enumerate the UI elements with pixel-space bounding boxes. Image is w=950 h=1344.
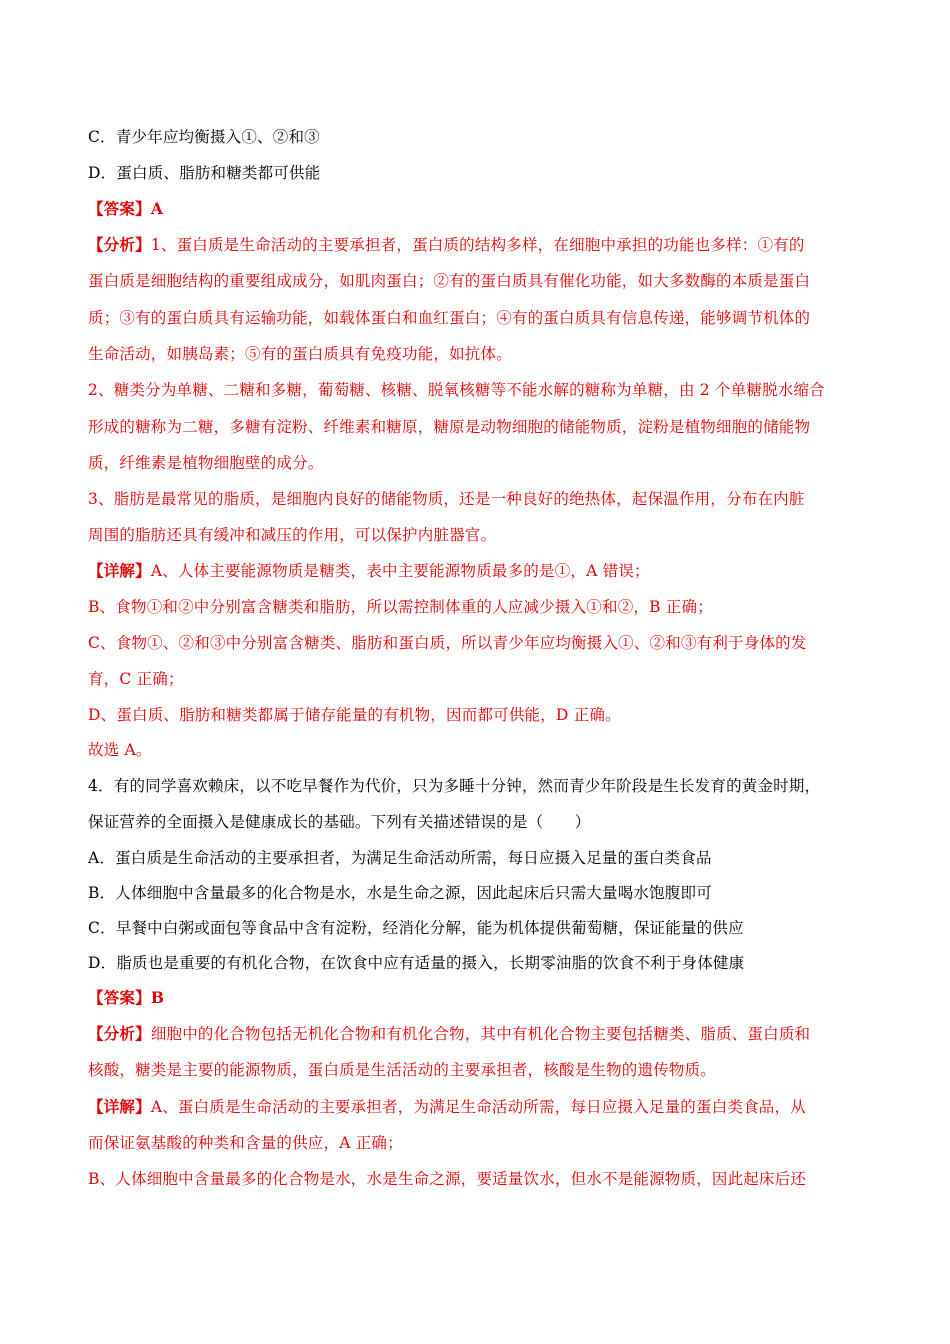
answer-tag: 【答案】 bbox=[88, 988, 151, 1007]
q4-answer bbox=[88, 988, 164, 1008]
q3-detail-line: 【详解】A、人体主要能源物质是糖类，表中主要能源物质最多的是①，A 错误； bbox=[88, 561, 650, 580]
q3-detail-line: B、食物①和②中分别富含糖类和脂肪，所以需控制体重的人应减少摄入①和②，B 正确； bbox=[88, 598, 713, 616]
q4-detail-line: 【详解】A、蛋白质是生命活动的主要承担者，为满足生命活动所需，每日应摄入足量的蛋白类食品，从 bbox=[88, 1097, 806, 1116]
analysis-tag: 【分析】 bbox=[88, 1024, 151, 1043]
q3-analysis-line: 形成的糖称为二糖，多糖有淀粉、纤维素和糖原，糖原是动物细胞的储能物质，淀粉是植物细胞的储能物 bbox=[88, 418, 811, 436]
q3-analysis-line: 蛋白质是细胞结构的重要组成成分，如肌肉蛋白；②有的蛋白质具有催化功能，如大多数酶的本质是蛋白 bbox=[88, 272, 811, 290]
q3-option-d: D．蛋白质、脂肪和糖类都可供能 bbox=[88, 164, 321, 182]
answer-value: B bbox=[150, 988, 165, 1007]
q3-detail-line: D、蛋白质、脂肪和糖类都属于储存能量的有机物，因而都可供能，D 正确。 bbox=[88, 706, 621, 724]
q3-analysis-line: 2、糖类分为单糖、二糖和多糖，葡萄糖、核糖、脱氧核糖等不能水解的糖称为单糖，由 2 个单糖脱水缩合 bbox=[88, 381, 825, 399]
q3-answer bbox=[88, 199, 163, 219]
q3-analysis-line: 生命活动，如胰岛素；⑤有的蛋白质具有免疫功能，如抗体。 bbox=[88, 345, 512, 363]
q4-stem-line: 4．有的同学喜欢赖床，以不吃早餐作为代价，只为多睡十分钟，然而青少年阶段是生长发育的黄金时期， bbox=[88, 777, 821, 795]
q3-detail-line: 育，C 正确； bbox=[88, 670, 184, 688]
detail-tag: 【详解】 bbox=[88, 561, 151, 580]
q3-analysis-line: 【分析】1、蛋白质是生命活动的主要承担者，蛋白质的结构多样，在细胞中承担的功能也多样：①有的 bbox=[88, 235, 805, 254]
q4-stem-line: 保证营养的全面摄入是健康成长的基础。下列有关描述错误的是（ ） bbox=[88, 813, 591, 831]
q3-analysis-line: 质，纤维素是植物细胞壁的成分。 bbox=[88, 454, 324, 472]
q4-detail-line: B、人体细胞中含量最多的化合物是水，水是生命之源，要适量饮水，但水不是能源物质，因此起床后还 bbox=[88, 1170, 807, 1188]
q3-detail-line: 故选 A。 bbox=[88, 741, 152, 759]
q4-analysis-line: 【分析】细胞中的化合物包括无机化合物和有机化合物，其中有机化合物主要包括糖类、脂质、蛋白质和 bbox=[88, 1024, 811, 1043]
q3-analysis-line: 3、脂肪是最常见的脂质，是细胞内良好的储能物质，还是一种良好的绝热体，起保温作用，分布在内脏 bbox=[88, 490, 805, 508]
q4-option-a: A．蛋白质是生命活动的主要承担者，为满足生命活动所需，每日应摄入足量的蛋白类食品 bbox=[88, 849, 712, 867]
q3-analysis-line: 质；③有的蛋白质具有运输功能，如载体蛋白和血红蛋白；④有的蛋白质具有信息传递，能够调节机体的 bbox=[88, 309, 811, 327]
q4-option-b: B．人体细胞中含量最多的化合物是水，水是生命之源，因此起床后只需大量喝水饱腹即可 bbox=[88, 884, 712, 902]
q4-detail-line: 而保证氨基酸的种类和含量的供应，A 正确； bbox=[88, 1134, 403, 1152]
q4-analysis-line: 核酸，糖类是主要的能源物质，蛋白质是生活活动的主要承担者，核酸是生物的遗传物质。 bbox=[88, 1061, 717, 1079]
q4-option-c: C．早餐中白粥或面包等食品中含有淀粉，经消化分解，能为机体提供葡萄糖，保证能量的供应 bbox=[88, 919, 744, 937]
q4-option-d: D．脂质也是重要的有机化合物，在饮食中应有适量的摄入，长期零油脂的饮食不利于身体健康 bbox=[88, 954, 745, 972]
analysis-tag: 【分析】 bbox=[88, 235, 151, 254]
detail-tag: 【详解】 bbox=[88, 1097, 151, 1116]
answer-value: A bbox=[150, 199, 164, 218]
q3-detail-line: C、食物①、②和③中分别富含糖类、脂肪和蛋白质，所以青少年应均衡摄入①、②和③有利于身体的发 bbox=[88, 634, 807, 652]
answer-tag: 【答案】 bbox=[88, 199, 151, 218]
q3-analysis-line: 周围的脂肪还具有缓冲和减压的作用，可以保护内脏器官。 bbox=[88, 526, 497, 544]
q3-option-c: C．青少年应均衡摄入①、②和③ bbox=[88, 128, 320, 146]
